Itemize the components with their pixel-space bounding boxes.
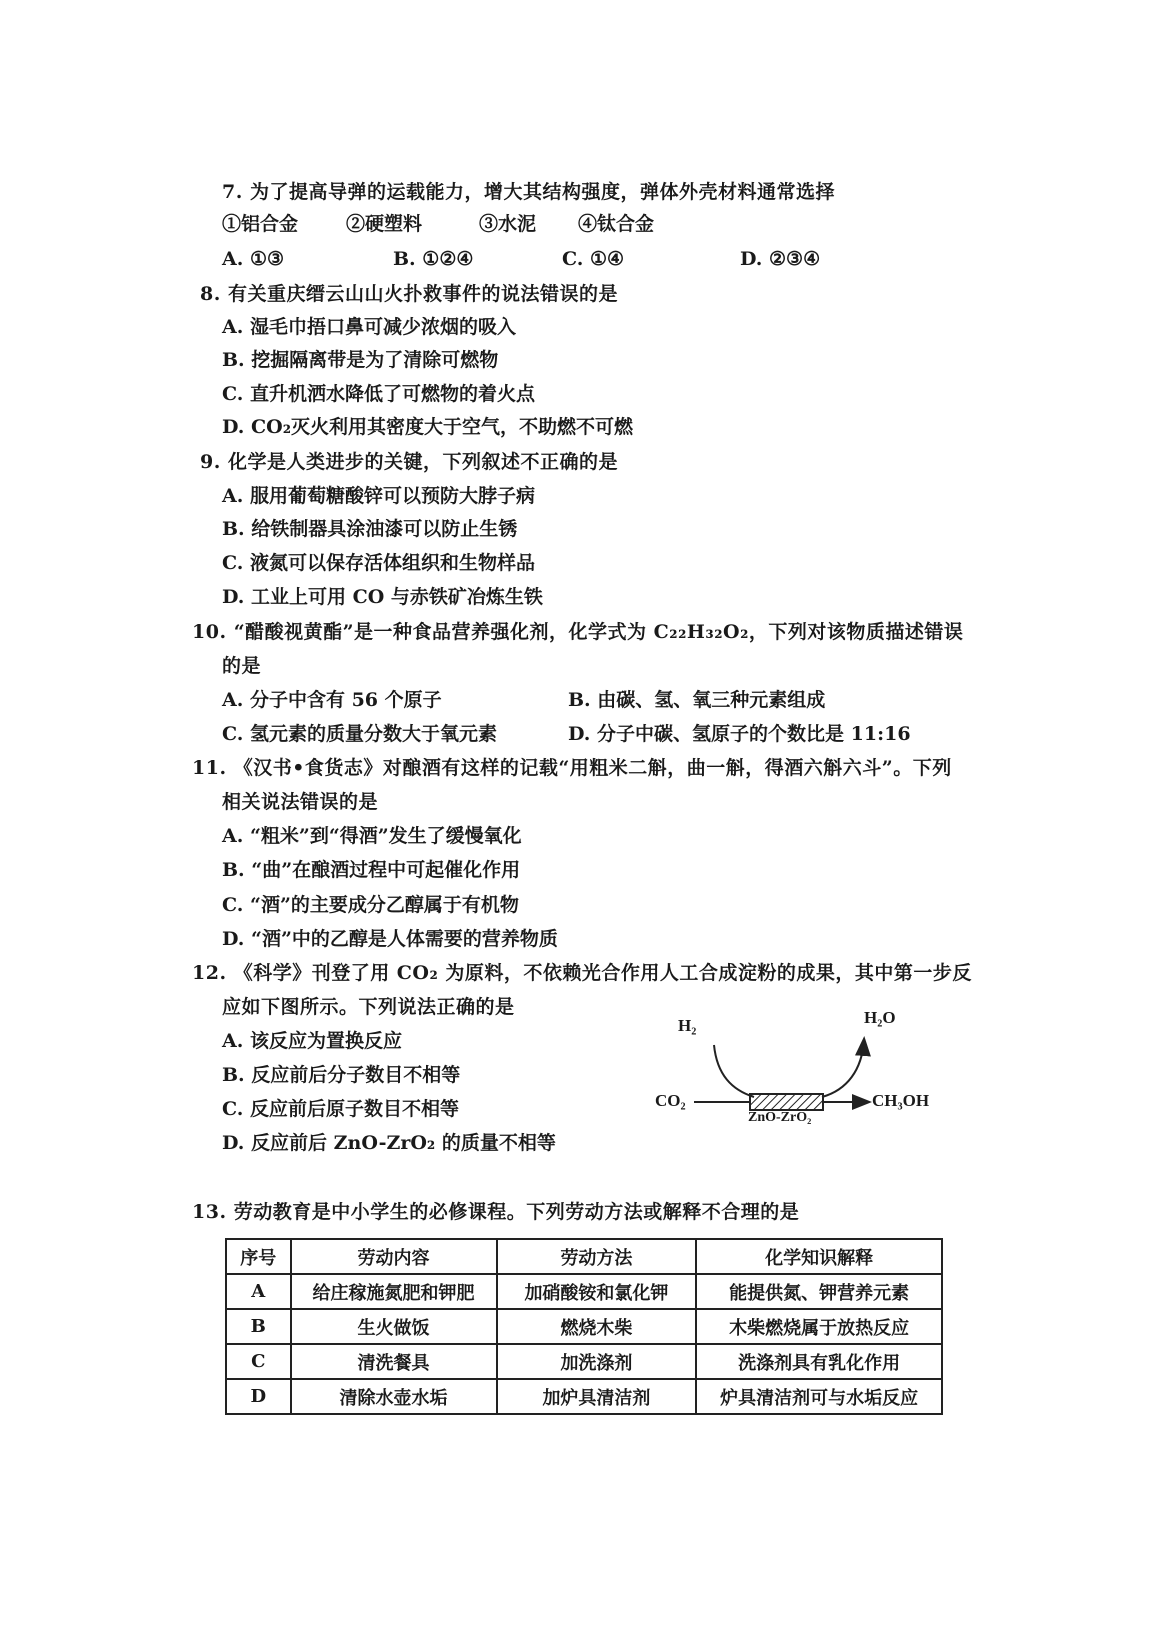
reactant-left-label: CO₂ [655, 1091, 686, 1110]
question-number: 7. [222, 181, 243, 203]
q7-item-3: ③水泥 [479, 213, 537, 235]
q11-option-c: C. “酒”的主要成分乙醇属于有机物 [222, 894, 519, 916]
reaction-diagram [655, 1008, 972, 1160]
question-10-stem-cont: 的是 [222, 655, 262, 677]
cell-content: 生火做饭 [291, 1309, 497, 1344]
question-9-stem [200, 450, 618, 474]
q8-option-b: B. 挖掘隔离带是为了清除可燃物 [222, 349, 499, 371]
q8-option-c: C. 直升机洒水降低了可燃物的着火点 [222, 383, 536, 405]
cell-method: 加炉具清洁剂 [497, 1379, 697, 1414]
q9-option-d: D. 工业上可用 CO 与赤铁矿冶炼生铁 [222, 586, 543, 608]
reactant-top-label: H₂ [678, 1016, 697, 1035]
cell-index: B [226, 1309, 291, 1344]
product-right-label: CH₃OH [872, 1091, 930, 1110]
q11-option-a: A. “粗米”到“得酒”发生了缓慢氧化 [222, 825, 522, 847]
q8-option-a: A. 湿毛巾捂口鼻可减少浓烟的吸入 [222, 316, 516, 338]
cell-index: D [226, 1379, 291, 1414]
question-12-stem [192, 961, 972, 985]
question-number: 11. [192, 757, 227, 779]
question-number: 9. [200, 451, 221, 473]
question-text: “醋酸视黄酯”是一种食品营养强化剂，化学式为 C₂₂H₃₂O₂，下列对该物质描述错误 [233, 621, 964, 643]
question-number: 12. [192, 962, 227, 984]
q9-option-a: A. 服用葡萄糖酸锌可以预防大脖子病 [222, 485, 535, 507]
cell-content: 清除水壶水垢 [291, 1379, 497, 1414]
question-number: 13. [192, 1201, 227, 1223]
header-method: 劳动方法 [497, 1239, 697, 1274]
q10-option-b: B. 由碳、氢、氧三种元素组成 [568, 689, 826, 711]
catalyst-bed [750, 1094, 823, 1110]
q12-option-a: A. 该反应为置换反应 [222, 1030, 402, 1052]
header-content: 劳动内容 [291, 1239, 497, 1274]
question-text: 劳动教育是中小学生的必修课程。下列劳动方法或解释不合理的是 [233, 1201, 800, 1223]
table-row [226, 1379, 942, 1414]
q7-option-c: C. ①④ [562, 248, 625, 270]
q10-option-a: A. 分子中含有 56 个原子 [222, 689, 442, 711]
q7-option-b: B. ①②④ [393, 248, 474, 270]
cell-index: A [226, 1274, 291, 1309]
table-header-row [226, 1239, 942, 1274]
question-10-stem [192, 620, 963, 644]
q9-option-c: C. 液氮可以保存活体组织和生物样品 [222, 552, 536, 574]
cell-explanation: 木柴燃烧属于放热反应 [696, 1309, 942, 1344]
table-row [226, 1344, 942, 1379]
question-11-stem [192, 756, 952, 780]
labor-table [225, 1238, 943, 1415]
h2-inflow-arrow [714, 1045, 754, 1097]
q7-item-4: ④钛合金 [578, 213, 655, 235]
cell-content: 给庄稼施氮肥和钾肥 [291, 1274, 497, 1309]
q7-option-d: D. ②③④ [740, 248, 821, 270]
q7-option-a: A. ①③ [222, 248, 285, 270]
cell-explanation: 能提供氮、钾营养元素 [696, 1274, 942, 1309]
table-row [226, 1309, 942, 1344]
q10-option-d: D. 分子中碳、氢原子的个数比是 11:16 [568, 723, 911, 745]
question-text: 《汉书•食货志》对酿酒有这样的记载“用粗米二斛，曲一斛，得酒六斛六斗”。下列 [233, 757, 952, 779]
q11-option-b: B. “曲”在酿酒过程中可起催化作用 [222, 859, 521, 881]
h2o-outflow-arrow [822, 1040, 864, 1097]
cell-explanation: 炉具清洁剂可与水垢反应 [696, 1379, 942, 1414]
question-number: 10. [192, 621, 227, 643]
question-12-stem-cont: 应如下图所示。下列说法正确的是 [222, 996, 515, 1018]
q9-option-b: B. 给铁制器具涂油漆可以防止生锈 [222, 518, 518, 540]
question-text: 《科学》刊登了用 CO₂ 为原料，不依赖光合作用人工合成淀粉的成果，其中第一步反 [233, 962, 972, 984]
q12-option-d: D. 反应前后 ZnO-ZrO₂ 的质量不相等 [222, 1132, 556, 1154]
header-explanation: 化学知识解释 [696, 1239, 942, 1274]
q8-option-d: D. CO₂灭火利用其密度大于空气，不助燃不可燃 [222, 416, 634, 438]
cell-content: 清洗餐具 [291, 1344, 497, 1379]
catalyst-label: ZnO-ZrO₂ [748, 1110, 812, 1125]
question-7-stem [222, 180, 835, 204]
q7-item-1: ①铝合金 [222, 213, 299, 235]
question-text: 为了提高导弹的运载能力，增大其结构强度，弹体外壳材料通常选择 [249, 181, 835, 203]
product-top-label: H₂O [864, 1008, 896, 1027]
cell-method: 加洗涤剂 [497, 1344, 697, 1379]
question-8-stem [200, 282, 618, 306]
q10-option-c: C. 氢元素的质量分数大于氧元素 [222, 723, 498, 745]
table-row [226, 1274, 942, 1309]
q11-option-d: D. “酒”中的乙醇是人体需要的营养物质 [222, 928, 558, 950]
cell-explanation: 洗涤剂具有乳化作用 [696, 1344, 942, 1379]
question-number: 8. [200, 283, 221, 305]
header-index: 序号 [226, 1239, 291, 1274]
question-text: 化学是人类进步的关键，下列叙述不正确的是 [227, 451, 618, 473]
q12-option-b: B. 反应前后分子数目不相等 [222, 1064, 461, 1086]
question-text: 有关重庆缙云山山火扑救事件的说法错误的是 [227, 283, 618, 305]
q12-option-c: C. 反应前后原子数目不相等 [222, 1098, 460, 1120]
question-11-stem-cont: 相关说法错误的是 [222, 791, 379, 813]
q7-item-2: ②硬塑料 [346, 213, 423, 235]
cell-method: 加硝酸铵和氯化钾 [497, 1274, 697, 1309]
cell-method: 燃烧木柴 [497, 1309, 697, 1344]
cell-index: C [226, 1344, 291, 1379]
question-13-stem [192, 1200, 799, 1224]
